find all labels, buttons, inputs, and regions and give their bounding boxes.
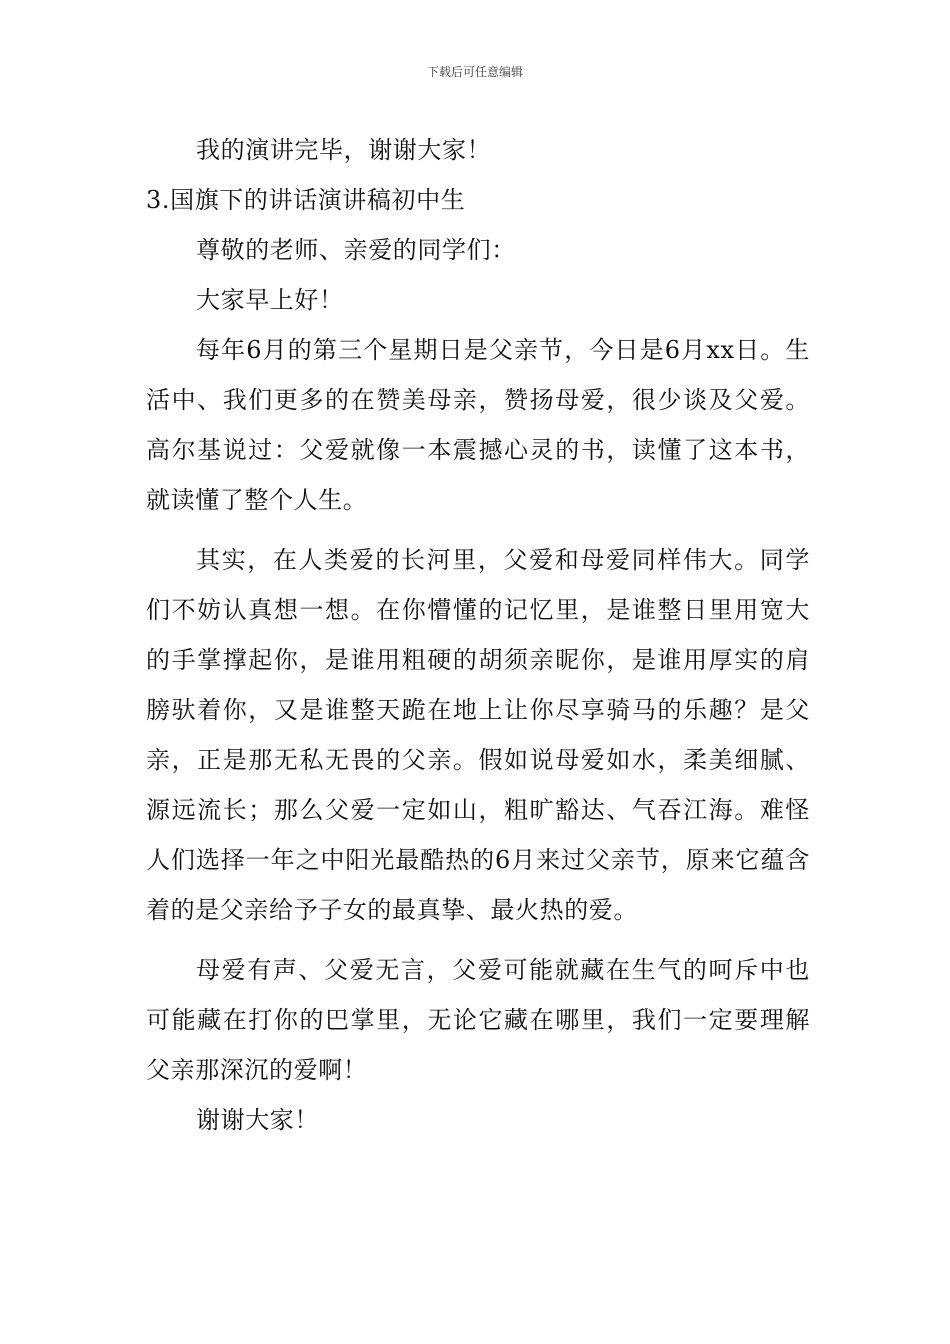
closing-line: 我的演讲完毕，谢谢大家！: [196, 136, 492, 164]
body-paragraph: 每年6月的第三个星期日是父亲节，今日是6月xx日。生活中、我们更多的在赞美母亲，赞扬母爱，很少谈及父爱。高尔基说过：父爱就像一本震撼心灵的书，读懂了这本书，就读懂了整个人生。: [146, 336, 810, 514]
salutation: 尊敬的老师、亲爱的同学们：: [196, 236, 516, 264]
body-paragraph: 母爱有声、父爱无言，父爱可能就藏在生气的呵斥中也可能藏在打你的巴掌里，无论它藏在哪里，我们一定要理解父亲那深沉的爱啊！: [146, 956, 810, 1084]
body-paragraph: 其实，在人类爱的长河里，父爱和母爱同样伟大。同学们不妨认真想一想。在你懵懂的记忆里，是谁整日里用宽大的手掌撑起你，是谁用粗硬的胡须亲昵你，是谁用厚实的肩膀驮着你，又是谁整天跪在地上让你尽享骑马的乐趣？是父亲，正是那无私无畏的父亲。假如说母爱如水，柔美细腻、源远流长；那么父爱一定如山，粗旷豁达、气吞江海。难怪人们选择一年之中阳光最酷热的6月来过父亲节，原来它蕴含着的是父亲给予子女的最真挚、最火热的爱。: [146, 546, 810, 924]
document-body: [146, 125, 810, 1145]
thanks-line: 谢谢大家！: [196, 1106, 319, 1134]
page-header: 下载后可任意编辑: [426, 65, 523, 79]
greeting: 大家早上好！: [196, 286, 344, 314]
section-title: 3.国旗下的讲话演讲稿初中生: [146, 186, 466, 214]
